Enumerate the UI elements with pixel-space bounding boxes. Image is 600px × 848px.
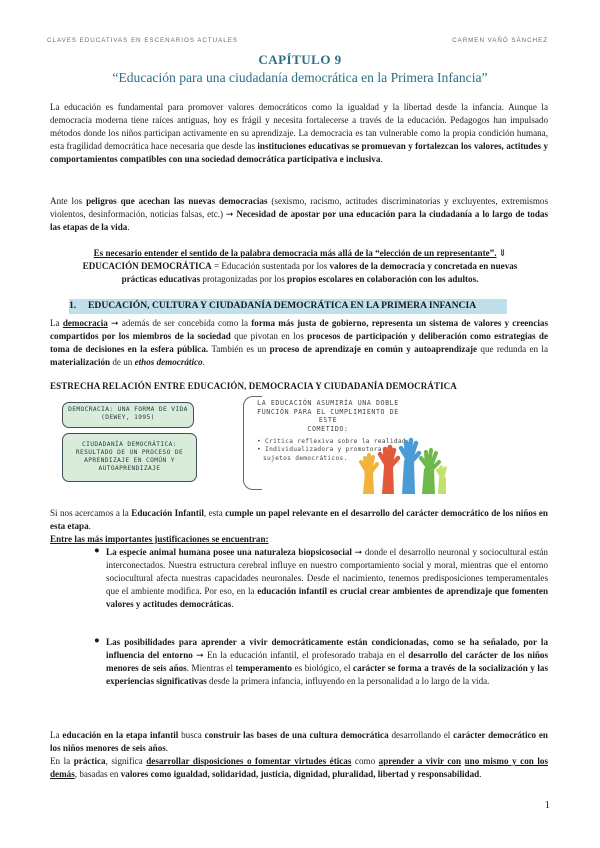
justification-item: La especie animal humana posee una naturaleza biopsicosocial ➞ donde el desarrollo neuronal y sociocultural están interconectados. Nuestra estructura cerebral influye en nuestro comportamiento social y moral, mientras que el entorno sociocultural afecta nuestras capacidades neuronales. Desde el nacimiento, tenemos predisposiciones temperamentales que el ambiente modifica. Por eso, en la educación infantil es crucial crear ambientes de aprendizaje que fomenten valores y actitudes democráticas. bbox=[106, 547, 548, 609]
section-title: EDUCACIÓN, CULTURA Y CIUDADANÍA DEMOCRÁTICA EN LA PRIMERA INFANCIA bbox=[88, 300, 477, 311]
running-header-left: CLAVES EDUCATIVAS EN ESCENARIOS ACTUALES bbox=[47, 37, 238, 44]
hand-icon bbox=[380, 447, 398, 494]
hand-icon bbox=[361, 455, 377, 494]
democracy-definition-paragraph: La democracia ➞ además de ser concebida como la forma más justa de gobierno, representa un sistema de valores y creencias compartidos por los miembros de la sociedad que pivotan en los procesos de participación y deliberación como estrategias de toma de decisiones en la esfera pública. También es un proceso de aprendizaje en común y autoaprendizaje que redunda en la materialización de un ethos democrático. bbox=[50, 318, 548, 367]
relationship-diagram bbox=[60, 396, 545, 496]
dual-function-title: LA EDUCACIÓN ASUMIRÍA UNA DOBLE FUNCIÓN PARA EL CUMPLIMIENTO DE ESTE COMETIDO: bbox=[257, 399, 399, 433]
intro-paragraph: La educación es fundamental para promover valores democráticos como la igualdad y la libertad desde la infancia. Aunque la democracia moderna tiene raíces antiguas, hoy es frágil y necesita fortalecerse a través de la educación. Pedagogos han impulsado métodos donde los niños participan activamente en su aprendizaje. La democracia es tan vulnerable como la propia condición humana, esta fragilidad democrática hace necesaria que desde las instituciones educativas se promuevan y fortalezcan los valores, actitudes y comportamientos compatibles con una sociedad democrática participativa e inclusiva. bbox=[50, 102, 548, 164]
democratic-education-definition: Es necesario entender el sentido de la palabra democracia más allá de la “elección de un representante”. ⇓ EDUCACIÓN DEMOCRÁTICA = Educación sustentada por los valores de la democracia y concretada en nuevas prácticas educativas protagonizadas por los propios escolares en colaboración con los adultos. bbox=[82, 248, 518, 284]
bullet-marker: ● bbox=[94, 636, 100, 646]
chapter-title: “Educación para una ciudadanía democrática en la Primera Infancia” bbox=[112, 70, 488, 85]
chapter-number: CAPÍTULO 9 bbox=[258, 52, 342, 67]
justifications-heading: Entre las más importantes justificaciones se encuentran: bbox=[50, 534, 269, 544]
dual-function-item: • Crítica reflexiva sobre la realidad. bbox=[257, 438, 410, 445]
closing-paragraph: La educación en la etapa infantil busca construir las bases de una cultura democrática desarrollando el carácter democrático en los niños menores de seis años. En la práctica, significa desarrollar disposiciones o fomentar virtudes éticas como aprender a vivir con uno mismo y con los demás, basadas en valores como igualdad, solidaridad, justicia, dignidad, pluralidad, libertad y responsabilidad. bbox=[50, 730, 548, 779]
running-header-right: CARMEN VAÑÓ SÁNCHEZ bbox=[452, 37, 548, 44]
dangers-paragraph: Ante los peligros que acechan las nuevas democracias (sexismo, racismo, actitudes discriminatorias y excluyentes, extremismos violentos, desinformación, noticias falsas, etc.) ➞ Necesidad de apostar por una educación para la ciudadanía a lo largo de todas las etapas de la vida. bbox=[50, 196, 548, 232]
colorful-hands-illustration bbox=[355, 436, 447, 494]
justification-item: Las posibilidades para aprender a vivir democráticamente están condicionadas, como se ha señalado, por la influencia del entorno ➞ En la educación infantil, el profesorado trabaja en el desarrollo del carácter de los niños menores de seis años. Mientras el temperamento es biológico, el carácter se forma a través de la socialización y las experiencias significativas desde la primera infancia, influyendo en la personalidad a lo largo de la vida. bbox=[106, 637, 549, 686]
section-number: 1. bbox=[69, 300, 77, 311]
dual-function-item: • Individualizadora y promotora de sujetos democráticos. bbox=[257, 446, 394, 462]
hand-icon bbox=[401, 440, 419, 494]
infant-education-paragraph: Si nos acercamos a la Educación Infantil, esta cumple un papel relevante en el desarrollo del carácter democrático de los niños en esta etapa. bbox=[50, 508, 548, 531]
hand-icon bbox=[438, 467, 446, 494]
section-heading bbox=[50, 299, 548, 314]
page-number: 1 bbox=[544, 800, 550, 811]
democracy-way-of-life-box: DEMOCRACIA: UNA FORMA DE VIDA (DEWEY, 1995) bbox=[62, 402, 194, 428]
hand-icon bbox=[421, 450, 439, 494]
democratic-citizenship-box: CIUDADANÍA DEMOCRÁTICA: RESULTADO DE UN PROCESO DE APRENDIZAJE EN COMÚN Y AUTOAPRENDIZAJE bbox=[62, 433, 197, 482]
bullet-marker: ● bbox=[94, 546, 100, 556]
relationship-subheading: ESTRECHA RELACIÓN ENTRE EDUCACIÓN, DEMOCRACIA Y CIUDADANÍA DEMOCRÁTICA bbox=[50, 381, 457, 391]
